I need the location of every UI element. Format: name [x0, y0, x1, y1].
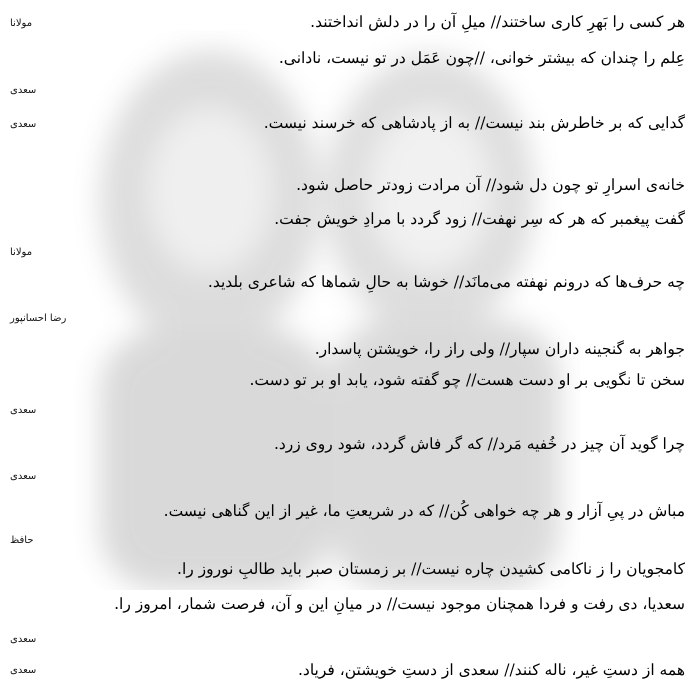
author-label: سعدی — [10, 119, 37, 130]
author-label: حافظ — [10, 535, 34, 546]
verse-line: همه از دستِ غیر، ناله کنند// سعدی از دستِ خویشتن، فریاد. — [297, 661, 685, 679]
verse-line: سخن تا نگویی بر او دست هست// چو گفته شود، یابد او بر تو دست. — [249, 371, 685, 389]
author-label: سعدی — [10, 471, 37, 482]
author-label: سعدی — [10, 634, 37, 645]
verse-line: گفت پیغمبر که هر که سِر نهفت// زود گردد با مرادِ خویش جفت. — [274, 210, 685, 228]
verse-line: چرا گوید آن چیز در خُفیه مَرد// که گر فاش گردد، شود روی زرد. — [273, 435, 685, 453]
verse-line: سعدیا، دی رفت و فردا همچنان موجود نیست// در میانِ این و آن، فرصت شمار، امروز را. — [114, 595, 685, 613]
verse-line: هر کسی را بَهرِ کاری ساختند// میلِ آن را در دلش انداختند. — [310, 13, 685, 31]
verse-line: مباش در پیِ آزار و هر چه خواهی کُن// که در شریعتِ ما، غیر از این گناهی نیست. — [163, 502, 685, 520]
author-label: سعدی — [10, 405, 37, 416]
verse-line: کامجویان را ز ناکامی کشیدن چاره نیست// بر زمستان صبر باید طالبِ نوروز را. — [177, 560, 685, 578]
author-label: سعدی — [10, 665, 37, 676]
author-label: مولانا — [10, 18, 33, 29]
verse-line: جواهر به گنجینه داران سپار// ولی راز را، خویشتن پاسدار. — [314, 340, 685, 358]
author-label: مولانا — [10, 247, 33, 258]
author-label: رضا احسانپور — [10, 313, 67, 324]
author-label: سعدی — [10, 85, 37, 96]
verse-line: گدایی که بر خاطرش بند نیست// به از پادشاهی که خرسند نیست. — [263, 114, 685, 132]
verse-line: خانه‌ی اسرارِ تو چون دل شود// آن مرادت زودتر حاصل شود. — [296, 176, 685, 194]
verse-line: چه حرف‌ها که درونم نهفته می‌مانَد// خوشا به حالِ شماها که شاعری بلدید. — [207, 273, 685, 291]
verse-line: عِلم را چندان که بیشتر خوانی، //چون عَمَل در تو نیست، نادانی. — [278, 49, 685, 67]
